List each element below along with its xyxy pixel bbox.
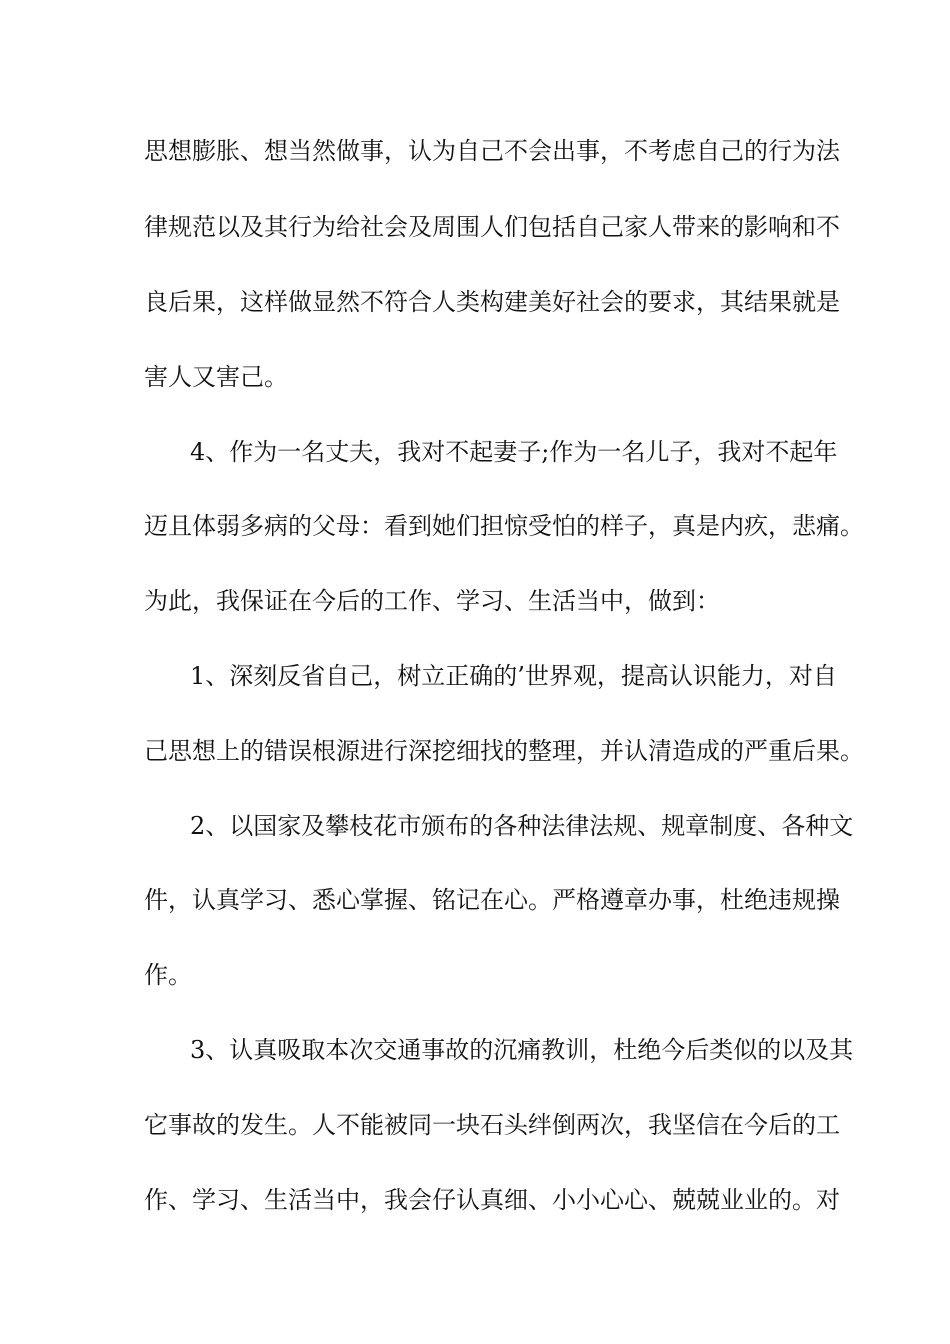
text-line-9: 己思想上的错误根源进行深挖细找的整理，并认清造成的严重后果。 [144,737,864,765]
text-line-15: 作、学习、生活当中，我会仔认真细、小小心心、兢兢业业的。对 [144,1186,840,1214]
text-line-12: 作。 [144,961,192,989]
item-2-start: 2、以国家及攀枝花市颁布的各种法律法规、规章制度、各种文 [190,812,854,840]
text-line-7: 为此，我保证在今后的工作、学习、生活当中，做到： [144,587,720,615]
text-line-4: 害人又害己。 [144,363,288,391]
text-line-3: 良后果，这样做显然不符合人类构建美好社会的要求，其结果就是 [144,288,840,316]
text-line-6: 迈且体弱多病的父母：看到她们担惊受怕的样子，真是内疚，悲痛。 [144,512,864,540]
paragraph-4-start: 4、作为一名丈夫，我对不起妻子;作为一名儿子，我对不起年 [190,438,838,466]
text-line-14: 它事故的发生。人不能被同一块石头绊倒两次，我坚信在今后的工 [144,1111,840,1139]
text-line-11: 件，认真学习、悉心掌握、铭记在心。严格遵章办事，杜绝违规操 [144,886,840,914]
item-1-start: 1、深刻反省自己，树立正确的’世界观，提高认识能力，对自 [190,662,837,690]
text-line-2: 律规范以及其行为给社会及周围人们包括自己家人带来的影响和不 [144,213,840,241]
item-3-start: 3、认真吸取本次交通事故的沉痛教训，杜绝今后类似的以及其 [190,1036,854,1064]
text-line-1: 思想膨胀、想当然做事，认为自己不会出事，不考虑自己的行为法 [144,137,840,165]
